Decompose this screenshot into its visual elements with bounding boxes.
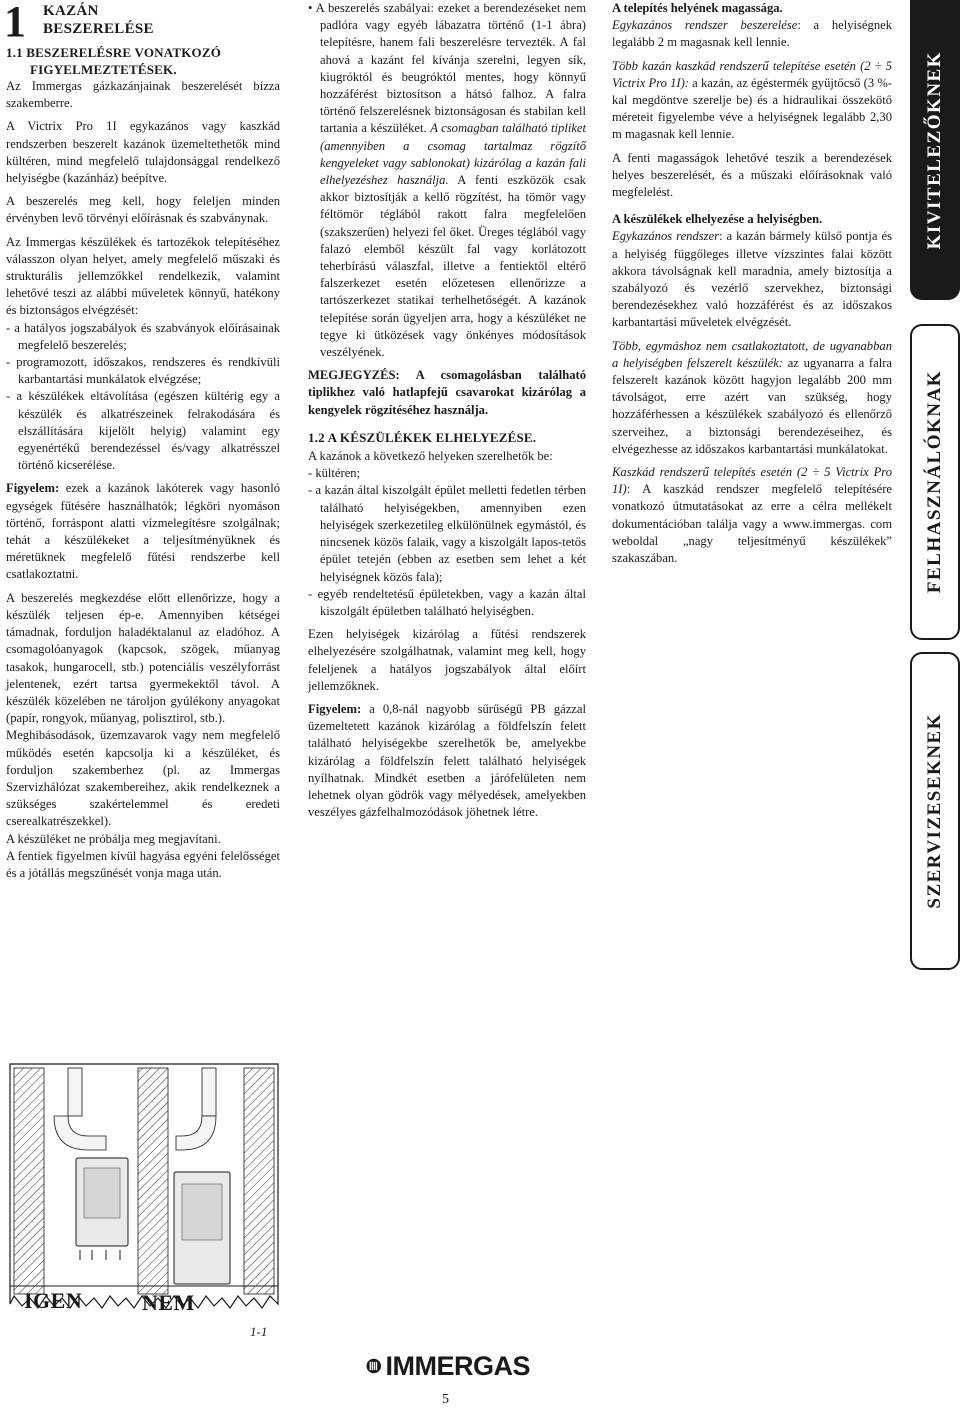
warning-text: ezek a kazánok lakóterek vagy hasonló egységek fűtésére használhatók; légköri nyomáson történő, forráspont alatti vízmelegítésre szolgálnak; tehát a készülékeket a teljesítményüknek és méretüknek megfelelő fűtési rendszerbe kell csatlakoztatni. (6, 481, 280, 582)
section-1-1-heading (6, 44, 280, 78)
chapter-number: 1 (4, 0, 26, 46)
text: : a helyiségnek legalább 2 m magasnak kell lennie. (612, 18, 892, 50)
paragraph: A kazánok a következő helyeken szerelhetők be: (308, 449, 553, 464)
chapter-title-line2: BESZERELÉSE (43, 21, 154, 37)
side-tab-installers[interactable] (910, 0, 960, 300)
paragraph (612, 58, 892, 144)
section-1-1-heading-line2: FIGYELMEZTETÉSEK. (30, 62, 177, 77)
immergas-logo (366, 1348, 530, 1384)
text: : a kazán bármely külső pontja és a helyiség függőleges illetve vízszintes falai között akkora távolságnak kell maradnia, amely biztosítja a szabályozó és vezérlő szervekhez, biztonsági berendezésekhez való hozzáférést és az időszakos karbantartási műveletek elvégzését. (612, 229, 892, 330)
list-item: - a hatályos jogszabályok és szabványok előírásainak megfelelő beszerelés; (6, 320, 280, 352)
figure-number: 1-1 (250, 1324, 268, 1339)
logo-text: IMMERGAS (385, 1350, 530, 1381)
bullet-item: • A beszerelés szabályai: ezeket a berendezéseket nem padlóra vagy egyéb lábazatra történő (1-1 ábra) telepítésre, hanem fali beszerelésre tervezték. A fal ahová a kazánt fel kívánja szerelni, legyen sík, kiugróktól és beugróktól mentes, hogy könnyű hozzáférést biztosítson a hátsó falhoz. A falra történő felszerelésnek biztonságosan és stabilan kell tartania a készüléket. A csomagban található tipliket (amennyiben a csomag tartalmaz rögzítő kengyeleket vagy sablonokat) kizárólag a kazán fali elhelyezéshez használja. A fenti eszközök csak akkor biztosítják a kellő rögzítést, ha tömör vagy féltömör téglából rakott falra megfelelően (szakszerűen) helyezi fel őket. Üreges téglából vagy falazó elemből készült fal vagy korlátozott teherbírású válaszfal, illetve a fentiektől eltérő falszerkezet esetén előzetesen ellenőrizze a tartószerkezet statikai terhelhetőségét. A kazánok telepítése során ügyeljen arra, hogy a készüléket ne tegye ki ütközések vagy önkényes módosítások veszélyének. (308, 1, 587, 360)
subheading: A telepítés helyének magassága. (612, 1, 783, 15)
paragraph: Az Immergas készülékek és tartozékok telepítéséhez válasszon olyan helyet, amely megfelelő műszaki és strukturális jellemzőkkel rendelkezik, valamint lehetővé teszi az alábbi műveletek könnyű, hatékony és biztonságos elvégzését: (6, 234, 280, 318)
column-1 (6, 44, 280, 888)
page-number: 5 (442, 1392, 449, 1407)
text: a kazán, az égéstermék gyűjtőcső (3 %-kal megdöntve szerelje be) és a hidraulikai összekötő méreteit figyelembe véve a helyiségnek legalább 2,30 m magasnak kell lennie. (612, 75, 893, 142)
subheading: A készülékek elhelyezése a helyiségben. (612, 212, 823, 227)
paragraph (612, 17, 892, 51)
paragraph: A beszerelés megkezdése előtt ellenőrizze, hogy a készülék teljesen ép-e. Amennyiben kétségei támadnak, forduljon haladéktalanul az eladóhoz. A csomagolóanyagok (kapcsok, szögek, műanyag tasakok, hungarocell, stb.) potenciális veszélyforrást jelentenek, ezért tartsa gyermekektől távol. A készülék közelében ne tároljon gyúlékony anyagokat (papír, rongyok, műanyag, polisztirol, stb.). (6, 590, 280, 726)
paragraph: A készüléket ne próbálja meg megjavítani. (6, 831, 221, 846)
bullet-italic-text: A csomagban található tipliket (amennyiben a csomag tartalmaz rögzítő kengyeleket vagy sablonokat) kizárólag a kazán fali elhelyezéshez használja. (320, 121, 587, 188)
side-tab-label: FELHASZNÁLÓKNAK (924, 370, 945, 594)
paragraph: A fenti magasságok lehetővé teszik a berendezések helyes beszerelését, és a műszaki előírásoknak való megfelelést. (612, 150, 892, 200)
column-2 (308, 0, 586, 827)
warning-label: Figyelem: (308, 701, 362, 716)
paragraph: Meghibásodások, üzemzavarok vagy nem megfelelő működés esetén kapcsolja ki a készüléket, és forduljon szakemberhez (pl. az Immergas Szervizhálózat szakembereihez, akik rendelkeznek a szükséges szakértelemmel és eredeti cserealkatrészekkel). (6, 728, 280, 829)
text: az ugyanarra a falra felszerelt kazánok között hagyjon legalább 200 mm távolságot, erre azért van szükség, hogy hozzáférhessen a készülékek szabályozó és ellenőrző szerveihez, a biztonsági berendezéseihez, és elvégezhesse az időszakos karbantartási munkálatokat. (612, 355, 892, 456)
chapter-title (43, 2, 154, 38)
italic-text: Több kazán kaszkád rendszerű telepítése esetén (2 ÷ 5 Victrix Pro 1I): (612, 58, 892, 90)
figure-label-no: NEM (142, 1290, 195, 1315)
section-1-1-heading-line1: 1.1 BESZERELÉSRE VONATKOZÓ (6, 45, 222, 60)
warning-text: a 0,8-nál nagyobb sűrűségű PB gázzal üzemeltetett kazánok kizárólag a földfelszín felett található helyiségekbe szerelhetők be, amelyekbe kizárólag a földfelszín felett található helyiségek nyílhatnak. Mindkét esetben a járófelületen nem lehetnek olyan gödrök vagy mélyedések, amelyekben veszélyes gázfelhalmozódások jöhetnek létre. (308, 701, 586, 820)
warning-label: Figyelem: (6, 481, 60, 496)
list-item: - programozott, időszakos, rendszeres és rendkívüli karbantartási munkálatok elvégzése; (6, 355, 280, 387)
side-tab-label: KIVITELEZŐKNEK (924, 50, 945, 250)
chapter-title-line1: KAZÁN (43, 3, 99, 19)
list-item: - a kazán által kiszolgált épület melletti fedetlen térben található helyiségekben, amennyiben ezen helyiségek szerkezetileg elkülönülnek egymástól, és nincsenek közös falaik, vagy a kiszolgált lapos-tetős épület tetején (ebben az esetben sem lehet a két helyiségnek közös fala); (308, 483, 586, 584)
section-1-2-heading: 1.2 A KÉSZÜLÉKEK ELHELYEZÉSE. (308, 429, 537, 445)
italic-text: Egykazános rendszer beszerelése (612, 18, 798, 33)
column-3 (612, 0, 892, 573)
side-tab-service[interactable] (910, 652, 960, 970)
paragraph (612, 228, 892, 331)
list-item: - a készülékek eltávolítása (egészen kültérig egy a készülék és alkatrészeinek felrakodására és elszállítására kijelölt helyig) valamint egy egyenértékű berendezéssel és/vagy alkatrésszel történő kicserélése. (6, 389, 280, 473)
note-paragraph: MEGJEGYZÉS: A csomagolásban található tiplikhez való hatlapfejű csavarokat kizárólag a kengyelek rögzítéséhez használja. (308, 368, 586, 417)
warning-paragraph (308, 701, 586, 821)
paragraph (612, 338, 892, 458)
logo-mark-icon (366, 1351, 382, 1381)
warning-paragraph (6, 480, 280, 583)
italic-text: Több, egymáshoz nem csatlakoztatott, de ugyanabban a helyiségben felszerelt készülék: (612, 338, 892, 370)
bullet-text: A beszerelés szabályai: ezeket a berendezéseket nem padlóra vagy egyéb lábazatra történő (1-1 ábra) telepítésre, hanem fali beszerelésre tervezték. A fal ahová a kazánt fel kívánja szerelni, legyen sík, kiugróktól és beugróktól mentes, hogy könnyű hozzáférést biztosítson a hátsó falhoz. A falra történő felszerelésnek biztonságosan és stabilan kell tartania a készüléket. (315, 1, 586, 136)
side-tab-label: SZERVIZESEKNEK (924, 713, 945, 909)
paragraph: A fentiek figyelmen kívül hagyása egyéni felelősséget és a jótállás megszűnését vonja maga után. (6, 848, 280, 880)
text: : A kaszkád rendszer megfelelő telepítésére vonatkozó útmutatásokat az erre a célra mellékelt dokumentációban találja vagy a www.immergas. com weboldal „nagy teljesítményű készülékek” szakaszában. (612, 482, 892, 566)
figure-label-yes: IGEN (24, 1288, 83, 1313)
paragraph: A Victrix Pro 1I egykazános vagy kaszkád rendszerben beszerelt kazánok üzemeltethetők mind kültéren, mind megfelelő tulajdonsággal rendelkező helyiségbe (kazánház) beépítve. (6, 119, 280, 186)
paragraph: Az Immergas gázkazánjainak beszerelését bízza szakemberre. (6, 79, 280, 111)
side-tab-users[interactable] (910, 324, 960, 640)
list-item: - egyéb rendeltetésű épületekben, vagy a kazán által kiszolgált épületben található helyiségben. (308, 586, 586, 618)
paragraph: Ezen helyiségek kizárólag a fűtési rendszerek elhelyezésére szolgálhatnak, valamint meg kell, hogy feleljenek a hatályos jogszabályok által előírt jellemzőknek. (308, 627, 586, 693)
italic-text: Egykazános rendszer (612, 229, 720, 244)
paragraph (612, 464, 892, 567)
italic-text: Kaszkád rendszerű telepítés esetén (2 ÷ 5 Victrix Pro 1I) (612, 465, 892, 497)
bullet-text: A fenti eszközök csak akkor biztosítják a kellő rögzítést, ha tömör vagy féltömör téglából rakott falra megfelelően (szakszerűen) helyezi fel őket. Üreges téglából vagy falazó elemből készült fal vagy korlátozott teherbírású válaszfal, illetve a fentiektől eltérő falszerkezet esetén előzetesen ellenőrizze a tartószerkezet statikai terhelhetőségét. A kazánok telepítése során ügyeljen arra, hogy a készüléket ne tegye ki ütközések vagy önkényes módosítások veszélyének. (320, 173, 586, 360)
list-item: - kültéren; (308, 466, 361, 481)
paragraph: A beszerelés meg kell, hogy feleljen minden érvényben levő törvényi előírásnak és szabványnak. (6, 194, 280, 226)
